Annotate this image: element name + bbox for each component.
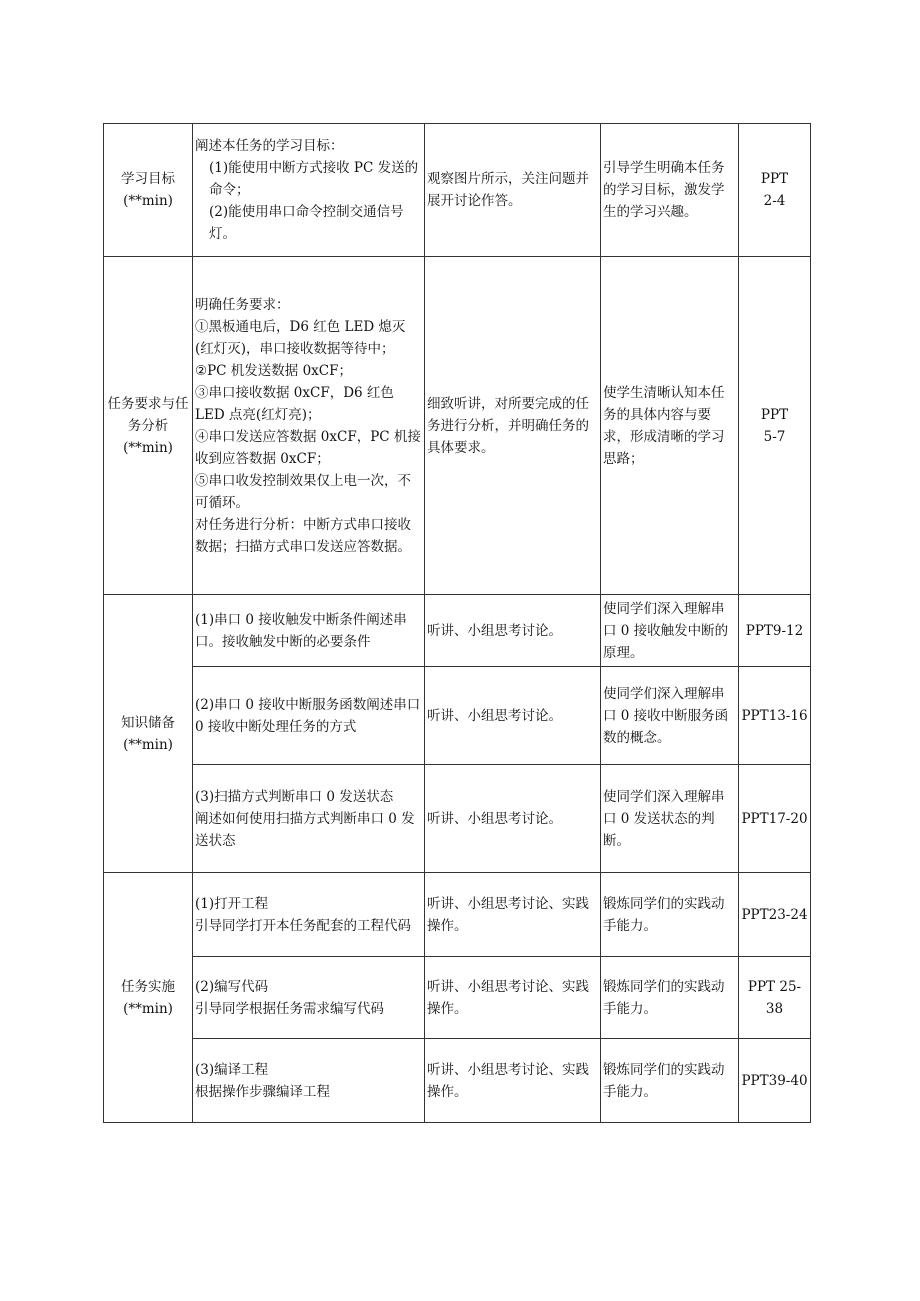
section-title: 任务要求与任务分析 [107, 395, 189, 434]
teaching-intent-cell: 引导学生明确本任务的学习目标，激发学生的学习兴趣。 [601, 124, 739, 257]
content-line: (1)能使用中断方式接收 PC 发送的命令； [209, 160, 419, 198]
row-learning-goal [104, 124, 811, 257]
student-activity-cell: 细致听讲，对所要完成的任务进行分析，并明确任务的具体要求。 [425, 257, 601, 595]
row-knowledge-2 [104, 667, 811, 765]
section-duration: (**min) [123, 439, 173, 456]
content-cell [193, 765, 425, 873]
content-line: (3)编译工程 [195, 1061, 269, 1078]
content-line: 对任务进行分析：中断方式串口接收数据；扫描方式串口发送应答数据。 [195, 516, 411, 555]
ppt-range: 5-7 [763, 428, 786, 445]
student-activity-cell: 听讲、小组思考讨论、实践操作。 [425, 873, 601, 957]
section-duration: (**min) [123, 1000, 173, 1017]
content-line: 阐述本任务的学习目标： [195, 138, 344, 154]
student-activity-cell: 听讲、小组思考讨论。 [425, 595, 601, 667]
row-knowledge-1 [104, 595, 811, 667]
content-line: 引导同学打开本任务配套的工程代码 [195, 917, 411, 934]
teaching-intent-cell: 使同学们深入理解串口 0 接收中断服务函数的概念。 [601, 667, 739, 765]
ppt-cell: PPT39-40 [739, 1039, 811, 1123]
content-cell [193, 957, 425, 1039]
row-task-requirements [104, 257, 811, 595]
student-activity-cell: 观察图片所示，关注问题并展开讨论作答。 [425, 124, 601, 257]
ppt-label: PPT [760, 171, 789, 187]
ppt-cell: PPT23-24 [739, 873, 811, 957]
teaching-intent-cell: 锻炼同学们的实践动手能力。 [601, 873, 739, 957]
section-cell [104, 124, 193, 257]
student-activity-cell: 听讲、小组思考讨论、实践操作。 [425, 957, 601, 1039]
content-line: (2)能使用串口命令控制交通信号灯。 [209, 204, 404, 242]
content-cell [193, 1039, 425, 1123]
section-title: 知识储备 [121, 714, 175, 731]
teaching-intent-cell: 使同学们深入理解串口 0 发送状态的判断。 [601, 765, 739, 873]
student-activity-cell: 听讲、小组思考讨论。 [425, 667, 601, 765]
content-line: 明确任务要求： [195, 296, 290, 313]
section-title: 任务实施 [121, 978, 175, 995]
content-line: ⑤串口收发控制效果仅上电一次，不可循环。 [195, 472, 411, 511]
content-line: ②PC 机发送数据 0xCF； [195, 362, 352, 379]
ppt-cell [739, 257, 811, 595]
section-cell [104, 873, 193, 1123]
ppt-range: 2-4 [763, 193, 786, 209]
ppt-cell: PPT 25-38 [739, 957, 811, 1039]
content-cell [193, 873, 425, 957]
content-line: (2)编写代码 [195, 978, 269, 995]
lesson-plan-table [103, 123, 811, 1123]
content-line: ③串口接收数据 0xCF，D6 红色 LED 点亮(红灯亮)； [195, 384, 394, 423]
content-cell [193, 257, 425, 595]
teaching-intent-cell: 使学生清晰认知本任务的具体内容与要求，形成清晰的学习思路； [601, 257, 739, 595]
section-cell [104, 595, 193, 873]
teaching-intent-cell: 使同学们深入理解串口 0 接收触发中断的原理。 [601, 595, 739, 667]
content-line: ④串口发送应答数据 0xCF，PC 机接收到应答数据 0xCF； [195, 428, 421, 467]
teaching-intent-cell: 锻炼同学们的实践动手能力。 [601, 1039, 739, 1123]
content-cell [193, 124, 425, 257]
ppt-label: PPT [760, 406, 789, 423]
student-activity-cell: 听讲、小组思考讨论。 [425, 765, 601, 873]
section-cell [104, 257, 193, 595]
content-cell [193, 667, 425, 765]
content-line: (2)串口 0 接收中断服务函数阐述串口 0 接收中断处理任务的方式 [195, 696, 421, 735]
ppt-cell: PPT13-16 [739, 667, 811, 765]
ppt-cell: PPT9-12 [739, 595, 811, 667]
row-implementation-1 [104, 873, 811, 957]
section-duration: (**min) [123, 193, 173, 209]
content-line: ①黑板通电后，D6 红色 LED 熄灭(红灯灭)，串口接收数据等待中； [195, 318, 406, 357]
content-line: (1)串口 0 接收触发中断条件阐述串口。接收触发中断的必要条件 [195, 611, 407, 650]
content-line: (1)打开工程 [195, 895, 269, 912]
ppt-cell: PPT17-20 [739, 765, 811, 873]
content-line: 阐述如何使用扫描方式判断串口 0 发送状态 [195, 810, 415, 849]
content-line: 引导同学根据任务需求编写代码 [195, 1000, 384, 1017]
row-implementation-2 [104, 957, 811, 1039]
row-implementation-3 [104, 1039, 811, 1123]
ppt-cell [739, 124, 811, 257]
teaching-intent-cell: 锻炼同学们的实践动手能力。 [601, 957, 739, 1039]
student-activity-cell: 听讲、小组思考讨论、实践操作。 [425, 1039, 601, 1123]
content-line: (3)扫描方式判断串口 0 发送状态 [195, 788, 394, 805]
section-duration: (**min) [123, 736, 173, 753]
row-knowledge-3 [104, 765, 811, 873]
content-cell [193, 595, 425, 667]
section-title: 学习目标 [121, 171, 175, 187]
content-line: 根据操作步骤编译工程 [195, 1083, 330, 1100]
